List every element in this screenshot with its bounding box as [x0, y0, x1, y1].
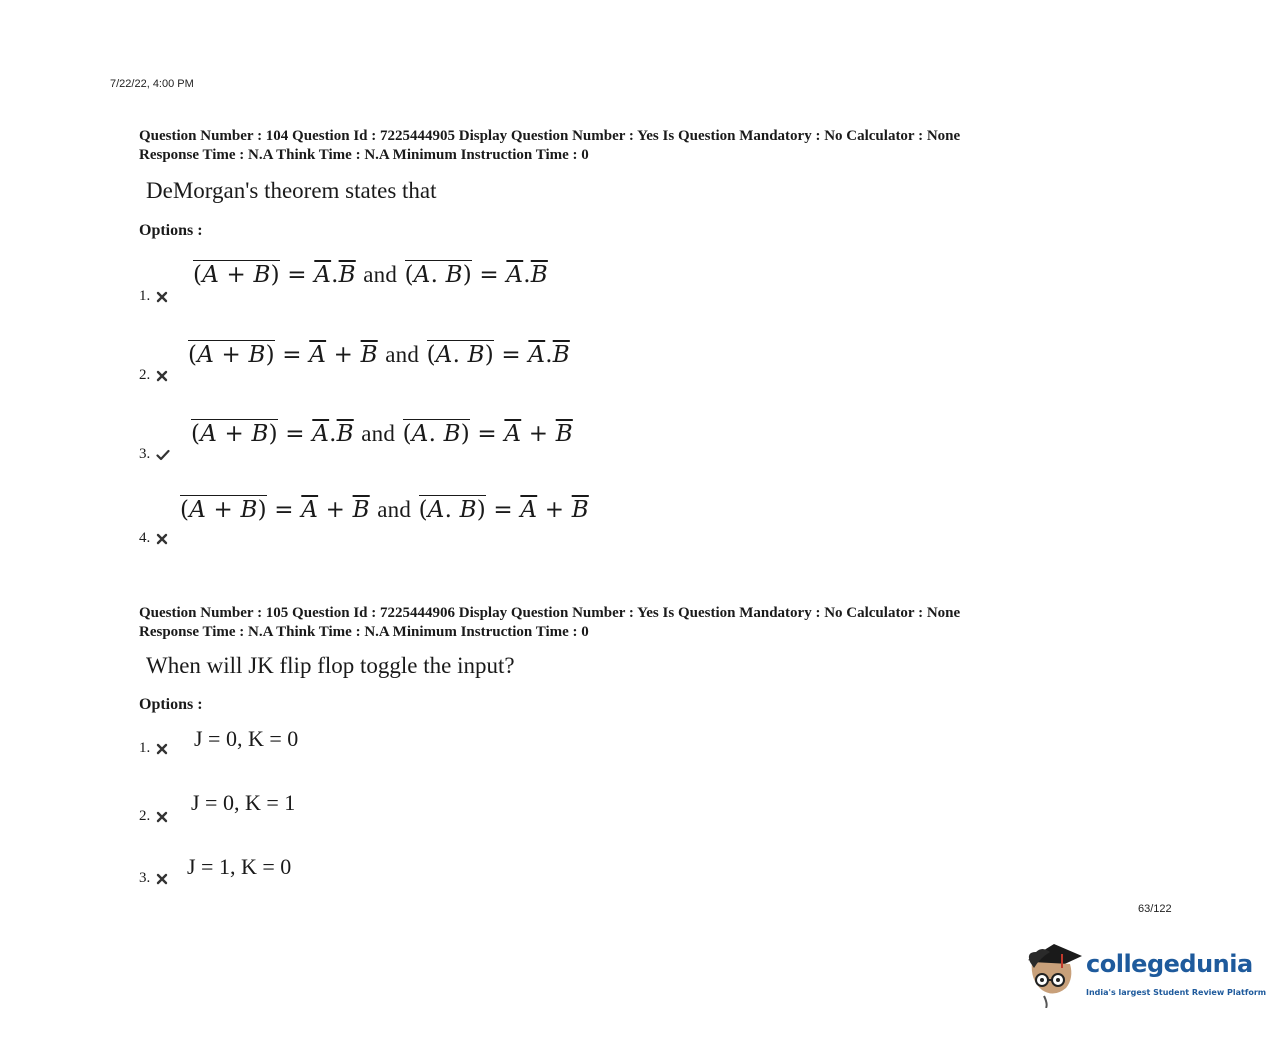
question-meta-line2: Response Time : N.A Think Time : N.A Minimum Instruction Time : 0: [139, 147, 589, 163]
check-icon: [156, 449, 170, 461]
option-index: 2.: [139, 367, 151, 383]
option-formula: $(A + B) = \overline{A}.\overline{B}$ and (A. $B) = \overline{A} + \overline{B}$: [191, 421, 573, 447]
question-meta: [139, 127, 960, 165]
and-text: and: [385, 342, 420, 367]
option-number: [139, 870, 168, 887]
question-meta-line2: Response Time : N.A Think Time : N.A Minimum Instruction Time : 0: [139, 624, 589, 640]
question-meta-line1: Question Number : 104 Question Id : 7225444905 Display Question Number : Yes Is Question Mandatory : No Calculator : None: [139, 128, 961, 144]
cross-icon: [156, 811, 168, 823]
option-number: [139, 808, 168, 825]
cross-icon: [156, 291, 168, 303]
logo-tagline: India's largest Student Review Platform: [1086, 988, 1267, 997]
and-text: and: [361, 421, 396, 446]
cross-icon: [156, 370, 168, 382]
question-meta-line1: Question Number : 105 Question Id : 7225444906 Display Question Number : Yes Is Question Mandatory : No Calculator : None: [139, 605, 961, 621]
print-timestamp: 7/22/22, 4:00 PM: [110, 78, 194, 90]
option-number: [139, 740, 168, 757]
option-index: 4.: [139, 530, 151, 546]
question-text: When will JK flip flop toggle the input?: [146, 653, 515, 678]
option-value: J = 0, K = 1: [191, 790, 296, 815]
option-index: 3.: [139, 870, 151, 886]
option-formula: $(A + B) = \overline{A}.\overline{B}$ and (A. $B) = \overline{A}.\overline{B}$: [193, 262, 548, 288]
options-label: Options :: [139, 696, 203, 713]
option-number: [139, 530, 168, 547]
collegedunia-logo[interactable]: [1022, 938, 1267, 1008]
and-text: and: [363, 262, 398, 287]
and-text: and: [377, 497, 412, 522]
cross-icon: [156, 873, 168, 885]
option-index: 1.: [139, 740, 151, 756]
option-value: J = 0, K = 0: [194, 726, 299, 751]
question-meta: [139, 604, 960, 642]
logo-name: collegedunia: [1086, 950, 1253, 978]
option-formula: $(A + B) = \overline{A} + \overline{B}$ and (A. $B) = \overline{A}.\overline{B}$: [188, 342, 570, 368]
mascot-icon: [1022, 938, 1084, 1008]
option-index: 1.: [139, 288, 151, 304]
option-number: [139, 446, 170, 463]
option-index: 3.: [139, 446, 151, 462]
cross-icon: [156, 533, 168, 545]
page-number: 63/122: [1138, 903, 1172, 915]
options-label: Options :: [139, 222, 203, 239]
option-value: J = 1, K = 0: [187, 854, 292, 879]
option-index: 2.: [139, 808, 151, 824]
option-number: [139, 288, 168, 305]
cross-icon: [156, 743, 168, 755]
option-number: [139, 367, 168, 384]
question-text: DeMorgan's theorem states that: [146, 178, 437, 203]
option-formula: $(A + B) = \overline{A} + \overline{B}$ and (A. $B) = \overline{A} + \overline{B}$: [180, 497, 589, 523]
